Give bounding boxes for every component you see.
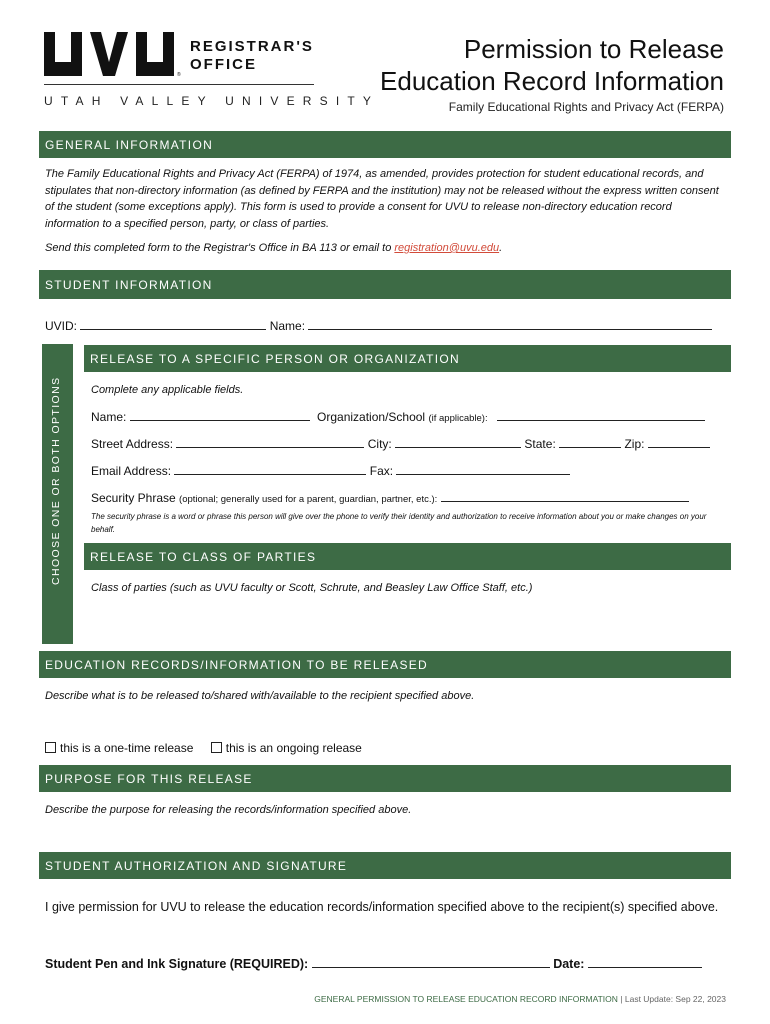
ongoing-release-option[interactable]: this is an ongoing release xyxy=(211,741,362,755)
city-label: City: xyxy=(367,437,392,451)
city-input[interactable] xyxy=(395,435,521,448)
purpose-header: PURPOSE FOR THIS RELEASE xyxy=(39,765,731,792)
address-row xyxy=(91,435,710,451)
footer-last-update: Last Update: Sep 22, 2023 xyxy=(624,994,726,1004)
student-information-header: STUDENT INFORMATION xyxy=(39,270,731,299)
uvid-label: UVID: xyxy=(45,319,78,333)
signature-label: Student Pen and Ink Signature (REQUIRED): xyxy=(45,957,309,971)
class-of-parties-input[interactable] xyxy=(84,600,731,644)
release-type-row xyxy=(45,741,362,755)
form-subtitle: Family Educational Rights and Privacy Act (FERPA) xyxy=(448,100,724,114)
fax-input[interactable] xyxy=(396,462,570,475)
authorization-statement: I give permission for UVU to release the education records/information specified above to the recipient(s) specified above. xyxy=(45,900,719,914)
security-phrase-label: Security Phrase xyxy=(91,491,176,505)
authorization-header: STUDENT AUTHORIZATION AND SIGNATURE xyxy=(39,852,731,879)
organization-label: Organization/School xyxy=(317,410,426,424)
contact-row xyxy=(91,462,570,478)
complete-fields-instruction: Complete any applicable fields. xyxy=(91,384,244,396)
signature-row xyxy=(45,955,702,971)
uvid-input[interactable] xyxy=(80,317,266,330)
date-input[interactable] xyxy=(588,955,702,968)
fax-label: Fax: xyxy=(369,464,394,478)
security-phrase-row xyxy=(91,489,689,505)
page-footer: GENERAL PERMISSION TO RELEASE EDUCATION RECORD INFORMATION | Last Update: Sep 22, 2023 xyxy=(314,994,726,1004)
recipient-name-row xyxy=(91,408,705,424)
release-specific-header: RELEASE TO A SPECIFIC PERSON OR ORGANIZATION xyxy=(84,345,731,372)
zip-label: Zip: xyxy=(624,437,645,451)
student-name-input[interactable] xyxy=(308,317,712,330)
state-input[interactable] xyxy=(559,435,621,448)
svg-text:®: ® xyxy=(177,72,181,78)
email-address-label: Email Address: xyxy=(91,464,172,478)
choose-options-label: CHOOSE ONE OR BOTH OPTIONS xyxy=(50,376,62,585)
security-phrase-help: The security phrase is a word or phrase this person will give over the phone to verify their identity and authorization to receive information about you or make changes on your behalf. xyxy=(91,512,707,534)
general-information-text: The Family Educational Rights and Privacy Act (FERPA) of 1974, as amended, provides protection for student educational records, and stipulates that non-directory information (as defined by FERPA and the institution) may not be released without the express written consent of the student (some exceptions apply). This form is used to provide a consent for UVU to release non-directory education record information to a specified person, party, or class of parties. xyxy=(45,168,719,230)
footer-form-name: GENERAL PERMISSION TO RELEASE EDUCATION RECORD INFORMATION xyxy=(314,994,618,1004)
street-address-label: Street Address: xyxy=(91,437,174,451)
date-label: Date: xyxy=(553,957,585,971)
street-address-input[interactable] xyxy=(176,435,364,448)
form-title-line2: Education Record Information xyxy=(380,66,724,96)
purpose-instruction: Describe the purpose for releasing the records/information specified above. xyxy=(45,804,412,816)
email-address-input[interactable] xyxy=(174,462,366,475)
university-name: UTAH VALLEY UNIVERSITY xyxy=(44,94,380,108)
form-title-line1: Permission to Release xyxy=(463,34,724,64)
registration-email-link[interactable]: registration@uvu.edu xyxy=(394,242,500,254)
ongoing-release-checkbox[interactable] xyxy=(211,742,222,753)
one-time-release-checkbox[interactable] xyxy=(45,742,56,753)
logo-divider xyxy=(44,84,314,85)
one-time-release-option[interactable]: this is a one-time release xyxy=(45,741,193,755)
state-label: State: xyxy=(524,437,556,451)
organization-note: (if applicable): xyxy=(428,413,488,424)
general-information-header: GENERAL INFORMATION xyxy=(39,131,731,158)
education-records-input[interactable] xyxy=(39,706,731,738)
organization-input[interactable] xyxy=(497,408,705,421)
student-id-row xyxy=(45,317,712,333)
uvu-logo xyxy=(44,32,181,78)
send-instructions: Send this completed form to the Registrar's Office in BA 113 or email to registration@uvu.edu. xyxy=(45,242,503,254)
security-phrase-note: (optional; generally used for a parent, guardian, partner, etc.): xyxy=(179,494,438,505)
name-label: Name: xyxy=(269,319,306,333)
signature-input[interactable] xyxy=(312,955,550,968)
release-class-header: RELEASE TO CLASS OF PARTIES xyxy=(84,543,731,570)
class-of-parties-instruction: Class of parties (such as UVU faculty or Scott, Schrute, and Beasley Law Office Staff, etc.) xyxy=(91,582,533,594)
education-records-instruction: Describe what is to be released to/shared with/available to the recipient specified above. xyxy=(45,690,475,702)
registrar-office-wordmark: REGISTRAR'S OFFICE xyxy=(190,38,314,73)
recipient-name-label: Name: xyxy=(91,410,127,424)
recipient-name-input[interactable] xyxy=(130,408,310,421)
security-phrase-input[interactable] xyxy=(441,489,689,502)
education-records-header: EDUCATION RECORDS/INFORMATION TO BE RELEASED xyxy=(39,651,731,678)
zip-input[interactable] xyxy=(648,435,710,448)
purpose-input[interactable] xyxy=(39,820,731,850)
